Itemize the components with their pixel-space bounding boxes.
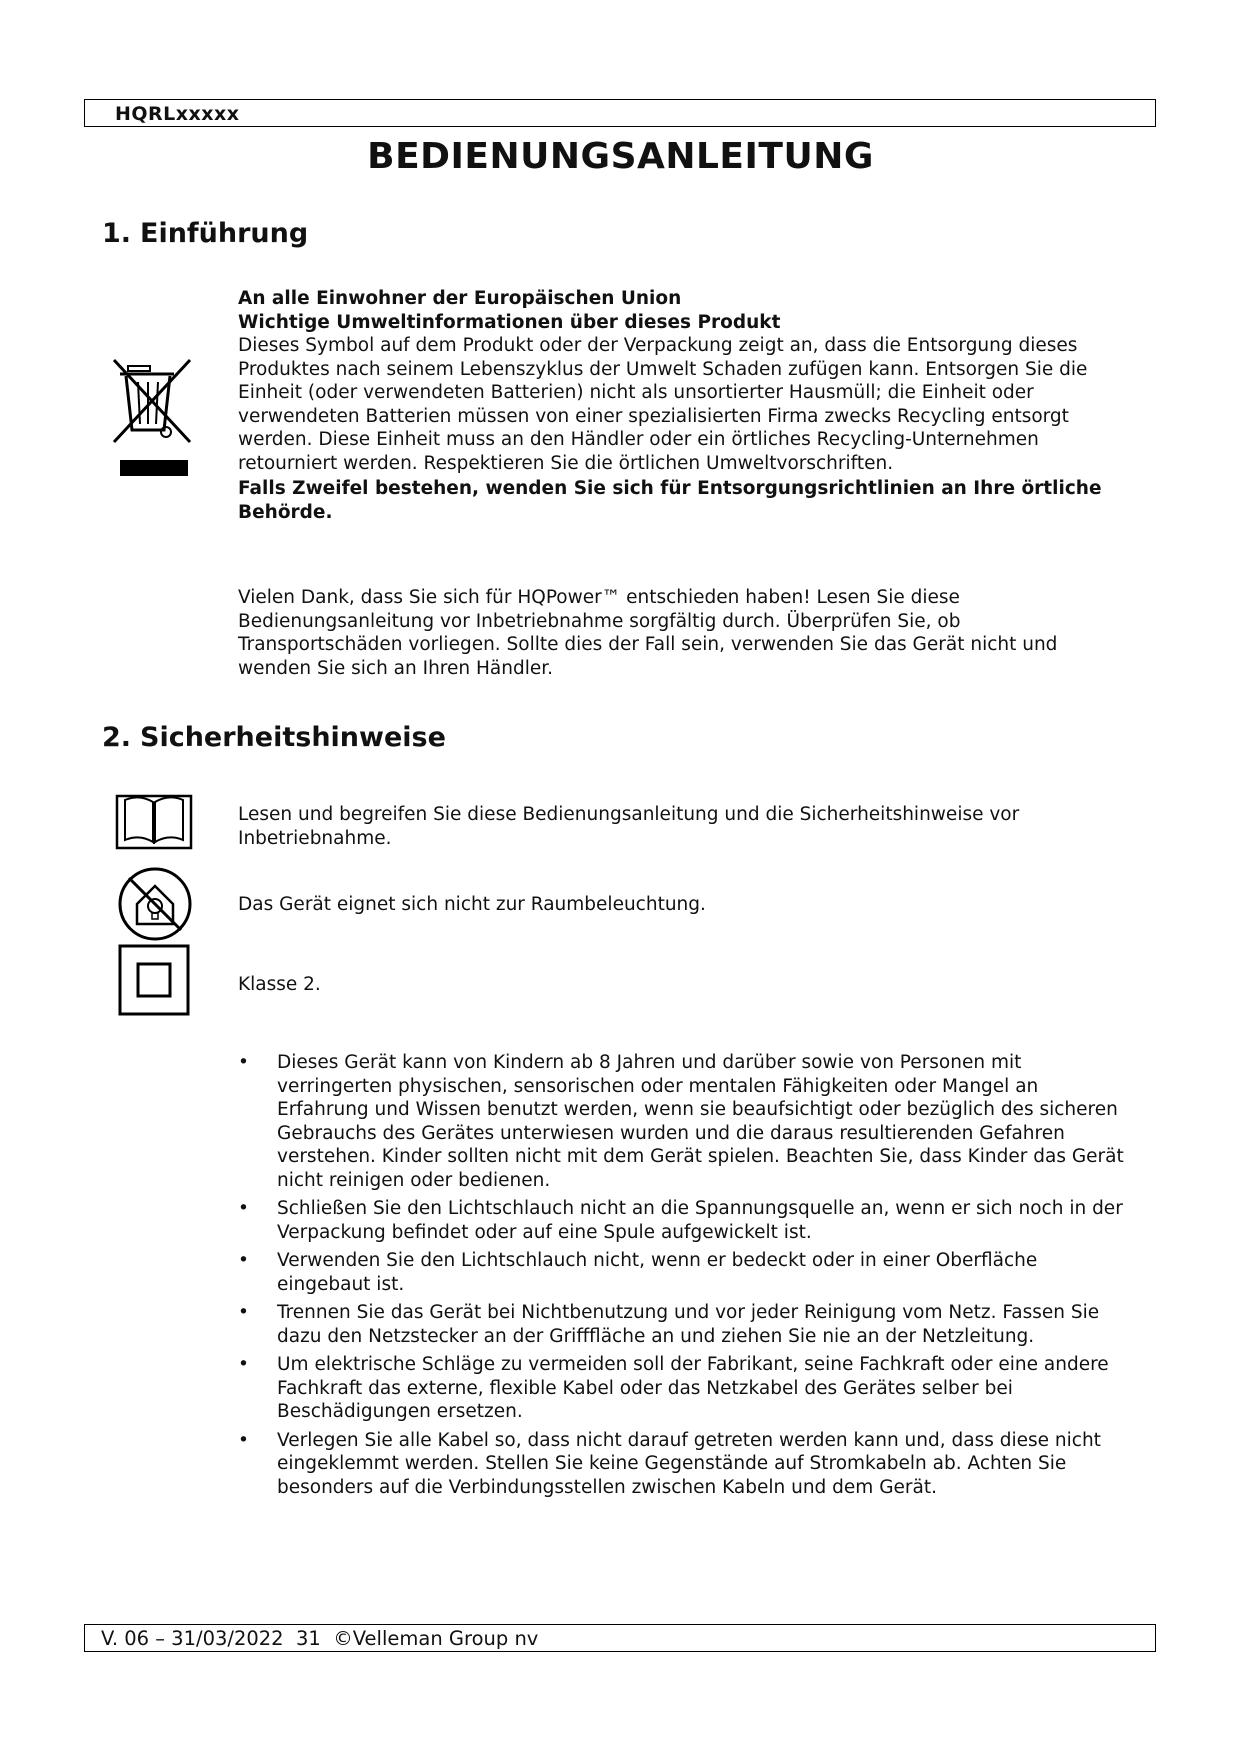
section-2-number: 2. (102, 722, 132, 753)
class-2-icon (118, 944, 190, 1020)
weee-heading-eu: An alle Einwohner der Europäischen Union (238, 288, 682, 309)
list-item: • Verlegen Sie alle Kabel so, dass nicht darauf getreten werden kann und, dass diese nicht eingeklemmt werden. Stellen Sie keine Gegenstände auf Stromkabeln ab. Achten Sie besonders auf die Verbindungsstellen zwischen Kabeln und dem Gerät. (238, 1429, 1101, 1498)
bullet-dot: • (238, 1198, 249, 1219)
page-number: 31 (295, 1627, 321, 1650)
bullet-dot: • (238, 1429, 249, 1451)
section-1-heading (102, 218, 308, 249)
no-room-lighting-icon (117, 866, 193, 946)
weee-body: Dieses Symbol auf dem Produkt oder der Verpackung zeigt an, dass die Entsorgung dieses Produktes nach seinem Lebenszyklus der Umwelt Schaden zufügen kann. Entsorgen Sie die Einheit (oder verwendeten Batterien) nicht als unsortierter Hausmüll; die Einheit oder verwendeten Batterien müssen von einer spezialisierten Firma zwecks Recycling entsorgt werden. Diese Einheit muss an den Händler oder ein örtliches Recycling-Unternehmen retourniert werden. Respektieren Sie die örtlichen Umweltvorschriften. (238, 335, 1088, 474)
section-1-number: 1. (102, 218, 132, 249)
bullet-dot: • (238, 1250, 249, 1271)
bullet-dot: • (238, 1354, 249, 1375)
page-header (84, 99, 1156, 127)
manual-book-icon (115, 790, 193, 856)
list-item: • Trennen Sie das Gerät bei Nichtbenutzung und vor jeder Reinigung vom Netz. Fassen Sie dazu den Netzstecker an der Grifffläche an und ziehen Sie nie an der Netzleitung. (238, 1302, 1100, 1347)
weee-bold-note: Falls Zweifel bestehen, wenden Sie sich für Entsorgungsrichtlinien an Ihre örtliche Behörde. (238, 478, 1102, 523)
icon-row-manual-text: Lesen und begreifen Sie diese Bedienungsanleitung und die Sicherheitshinweise vor Inbetriebnahme. (238, 804, 1020, 849)
list-item: • Schließen Sie den Lichtschlauch nicht an die Spannungsquelle an, wenn er sich noch in der Verpackung befindet oder auf eine Spule aufgewickelt ist. (238, 1198, 1123, 1243)
icon-row-lighting-text: Das Gerät eignet sich nicht zur Raumbeleuchtung. (238, 894, 706, 915)
section-2-heading (102, 722, 446, 753)
section-1-title: Einführung (140, 218, 309, 249)
weee-heading-environment: Wichtige Umweltinformationen über dieses Produkt (238, 311, 781, 333)
weee-notice (238, 287, 1118, 524)
footer-text (101, 1627, 538, 1650)
list-item: • Um elektrische Schläge zu vermeiden soll der Fabrikant, seine Fachkraft oder eine andere Fachkraft das externe, flexible Kabel oder das Netzkabel des Gerätes selber bei Beschädigungen ersetzen. (238, 1354, 1109, 1422)
product-code: HQRLxxxxx (115, 103, 240, 125)
icon-row-class2-text: Klasse 2. (238, 974, 321, 995)
weee-crossed-bin-icon (112, 358, 196, 482)
list-item: • Dieses Gerät kann von Kindern ab 8 Jahren und darüber sowie von Personen mit verringerten physischen, sensorischen oder mentalen Fähigkeiten oder Mangel an Erfahrung und Wissen benutzt werden, wenn sie beaufsichtigt oder bezüglich des sicheren Gebrauchs des Gerätes unterwiesen wurden und die daraus resultierenden Gefahren verstehen. Kinder sollten nicht mit dem Gerät spielen. Beachten Sie, dass Kinder das Gerät nicht reinigen oder bedienen. (238, 1052, 1124, 1191)
footer-version: V. 06 – 31/03/2022 (101, 1627, 284, 1650)
bullet-dot: • (238, 1052, 249, 1073)
footer-copyright: ©Velleman Group nv (333, 1627, 539, 1650)
page-footer (84, 1624, 1156, 1652)
thank-you-paragraph: Vielen Dank, dass Sie sich für HQPower™ entschieden haben! Lesen Sie diese Bedienungsanleitung vor Inbetriebnahme sorgfältig durch. Überprüfen Sie, ob Transportschäden vorliegen. Sollte dies der Fall sein, verwenden Sie das Gerät nicht und wenden Sie sich an Ihren Händler. (238, 587, 1058, 679)
safety-bullet-list (232, 1051, 1132, 1504)
bullet-dot: • (238, 1302, 249, 1323)
list-item: • Verwenden Sie den Lichtschlauch nicht, wenn er bedeckt oder in einer Oberfläche eingebaut ist. (238, 1250, 1038, 1295)
document-title: BEDIENUNGSANLEITUNG (367, 136, 874, 177)
section-2-title: Sicherheitshinweise (140, 722, 446, 753)
